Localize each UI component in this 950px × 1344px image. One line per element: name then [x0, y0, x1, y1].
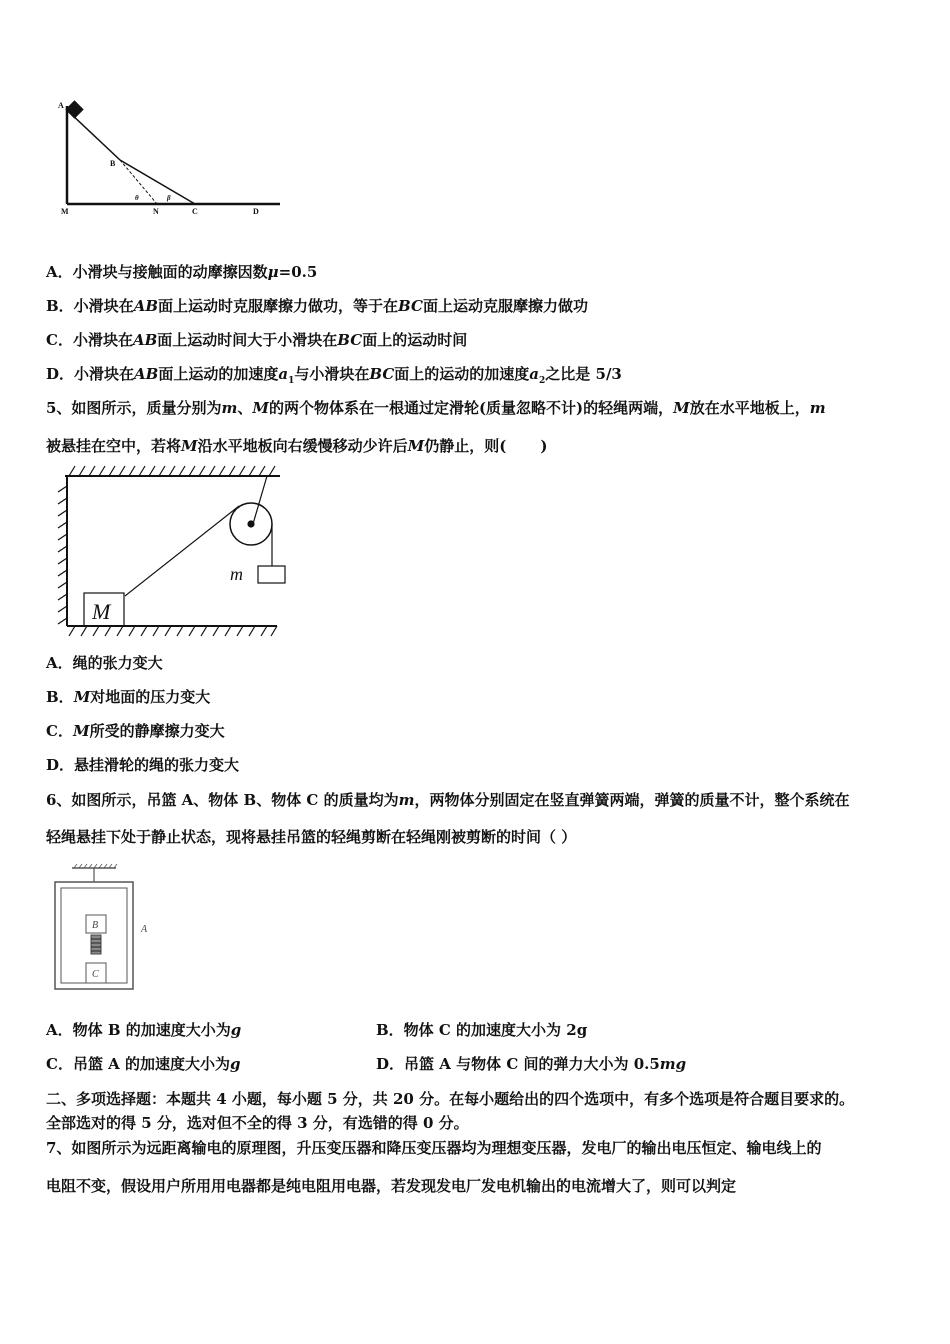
- label-a: A: [58, 101, 64, 110]
- q5-option-d: D．悬挂滑轮的绳的张力变大: [46, 756, 240, 774]
- label-theta: θ: [135, 194, 139, 202]
- support-rope: [253, 476, 267, 524]
- incline-figure: [55, 98, 290, 218]
- slope-ab: [69, 112, 120, 160]
- slope-bc: [120, 160, 195, 204]
- label-m: M: [61, 207, 69, 216]
- label-beta: β: [167, 194, 171, 202]
- q6-stem-line1: 6、如图所示，吊篮 A、物体 B、物体 C 的质量均为m，两物体分别固定在竖直弹簧两端，弹簧的质量不计，整个系统在: [46, 791, 850, 809]
- label-block-b: B: [92, 920, 99, 931]
- q7-stem-line2: 电阻不变，假设用户所用用电器都是纯电阻用电器，若发现发电厂发电机输出的电流增大了，则可以判定: [46, 1177, 737, 1195]
- section2-header-line1: 二、多项选择题：本题共 4 小题，每小题 5 分，共 20 分。在每小题给出的四个选项中，有多个选项是符合题目要求的。: [46, 1090, 855, 1108]
- label-b: B: [110, 159, 116, 168]
- q4-option-c: C．小滑块在AB面上运动时间大于小滑块在BC面上的运动时间: [46, 331, 468, 349]
- label-c: C: [192, 207, 198, 216]
- q5-option-a: A．绳的张力变大: [46, 654, 163, 672]
- label-d: D: [253, 207, 259, 216]
- floor-hatch: [69, 626, 277, 636]
- label-m: m: [230, 564, 243, 584]
- ceiling-hatch: [69, 466, 275, 476]
- basket-figure: [50, 862, 160, 994]
- q4-option-d: D．小滑块在AB面上运动的加速度$a_1$与小滑块在BC面上的运动的加速度$a_2$之比是 5/3: [46, 365, 622, 386]
- q4-option-b: B．小滑块在AB面上运动时克服摩擦力做功，等于在BC面上运动克服摩擦力做功: [46, 297, 588, 315]
- spring: [91, 935, 101, 954]
- q6-option-d: D．吊篮 A 与物体 C 间的弹力大小为 0.5mg: [376, 1055, 687, 1073]
- pulley-figure: [55, 462, 290, 642]
- label-block-c: C: [92, 969, 99, 980]
- q5-option-b: B．M对地面的压力变大: [46, 688, 211, 706]
- q6-option-a: A．物体 B 的加速度大小为g: [46, 1021, 242, 1039]
- block-m: [258, 566, 285, 583]
- wall-hatch: [58, 486, 67, 624]
- q7-stem-line1: 7、如图所示为远距离输电的原理图，升压变压器和降压变压器均为理想变压器，发电厂的输出电压恒定、输电线上的: [46, 1139, 822, 1157]
- q5-option-c: C．M所受的静摩擦力变大: [46, 722, 225, 740]
- label-basket-a: A: [141, 924, 148, 935]
- q6-option-c: C．吊篮 A 的加速度大小为g: [46, 1055, 241, 1073]
- q5-stem-line2: 被悬挂在空中，若将M沿水平地板向右缓慢移动少许后M仍静止，则( ): [46, 437, 548, 455]
- q6-option-b: B．物体 C 的加速度大小为 2g: [376, 1021, 588, 1039]
- q5-stem-line1: 5、如图所示，质量分别为m、M的两个物体系在一根通过定滑轮(质量忽略不计)的轻绳两端，M放在水平地板上，m: [46, 399, 826, 417]
- rope-to-M: [125, 506, 239, 596]
- label-n: N: [153, 207, 159, 216]
- section2-header-line2: 全部选对的得 5 分，选对但不全的得 3 分，有选错的得 0 分。: [46, 1114, 469, 1132]
- q4-option-a: A．小滑块与接触面的动摩擦因数μ=0.5: [46, 263, 318, 281]
- q6-stem-line2: 轻绳悬挂下处于静止状态，现将悬挂吊篮的轻绳剪断在轻绳刚被剪断的时间（ ）: [46, 828, 577, 846]
- label-M: M: [92, 599, 111, 624]
